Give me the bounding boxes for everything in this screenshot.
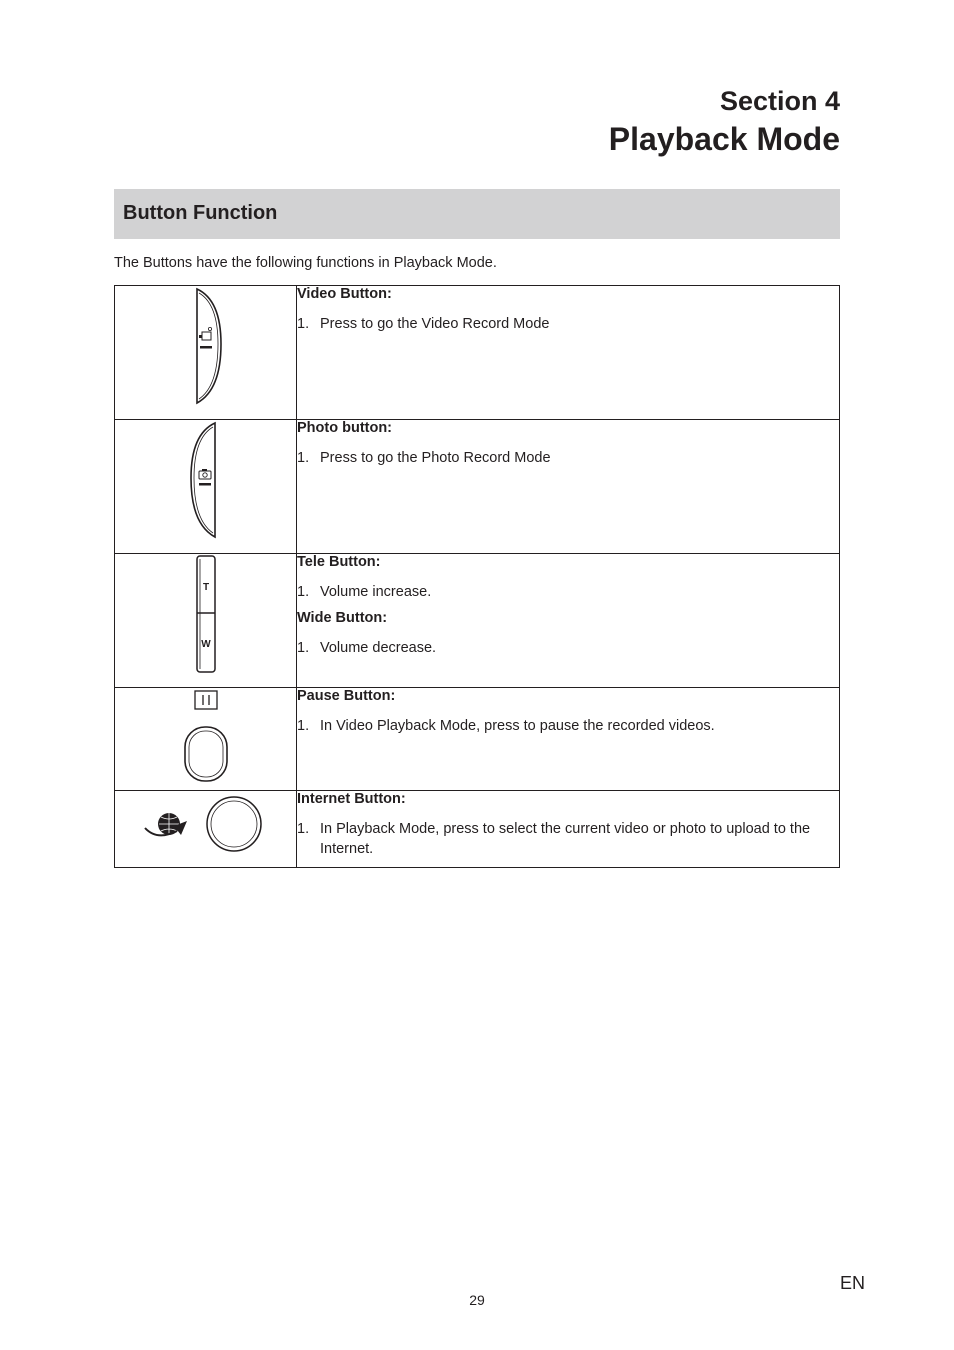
table-row	[115, 791, 840, 868]
tele-wide-button-icon	[191, 554, 221, 674]
table-row	[115, 420, 840, 554]
icon-cell	[115, 791, 297, 868]
button-function-table	[114, 285, 840, 868]
wide-label: W	[200, 639, 211, 650]
button-heading: Photo button:	[297, 420, 393, 436]
button-heading: Pause Button:	[297, 688, 396, 704]
icon-cell	[115, 554, 297, 688]
button-heading: Video Button:	[297, 286, 392, 302]
icon-cell	[115, 688, 297, 791]
heading-band	[114, 189, 840, 239]
list-item: 1. Press to go the Photo Record Mode	[297, 450, 551, 466]
list-item: 1. Volume decrease.	[297, 640, 437, 656]
icon-cell	[115, 420, 297, 554]
intro-text: The Buttons have the following functions in Playback Mode.	[114, 255, 497, 271]
language-code: EN	[840, 1273, 866, 1293]
icon-cell	[115, 286, 297, 420]
internet-button-icon	[141, 791, 271, 857]
pause-button-icon	[181, 688, 231, 783]
list-item: 1. In Video Playback Mode, press to pause the recorded videos.	[297, 718, 715, 734]
tele-label: T	[202, 582, 209, 593]
video-button-icon	[186, 286, 226, 406]
table-row	[115, 688, 840, 791]
table-row	[115, 286, 840, 420]
description-cell	[297, 286, 840, 420]
list-item: 1. Volume increase.	[297, 584, 432, 600]
button-heading: Wide Button:	[297, 610, 388, 626]
list-item: 1. Press to go the Video Record Mode	[297, 316, 550, 332]
description-cell	[297, 688, 840, 791]
description-cell	[297, 554, 840, 688]
band-heading: Button Function	[123, 202, 278, 224]
button-heading: Internet Button:	[297, 791, 406, 807]
section-title	[609, 84, 840, 160]
page-number: 29	[469, 1292, 485, 1308]
section-number: Section 4	[719, 86, 840, 116]
button-heading: Tele Button:	[297, 554, 381, 570]
list-item: 1. In Playback Mode, press to select the current video or photo to upload to the Internet.	[297, 821, 811, 857]
table-row	[115, 554, 840, 688]
description-cell	[297, 420, 840, 554]
description-cell	[297, 791, 840, 868]
photo-button-icon	[186, 420, 226, 540]
page-title: Playback Mode	[608, 121, 840, 157]
